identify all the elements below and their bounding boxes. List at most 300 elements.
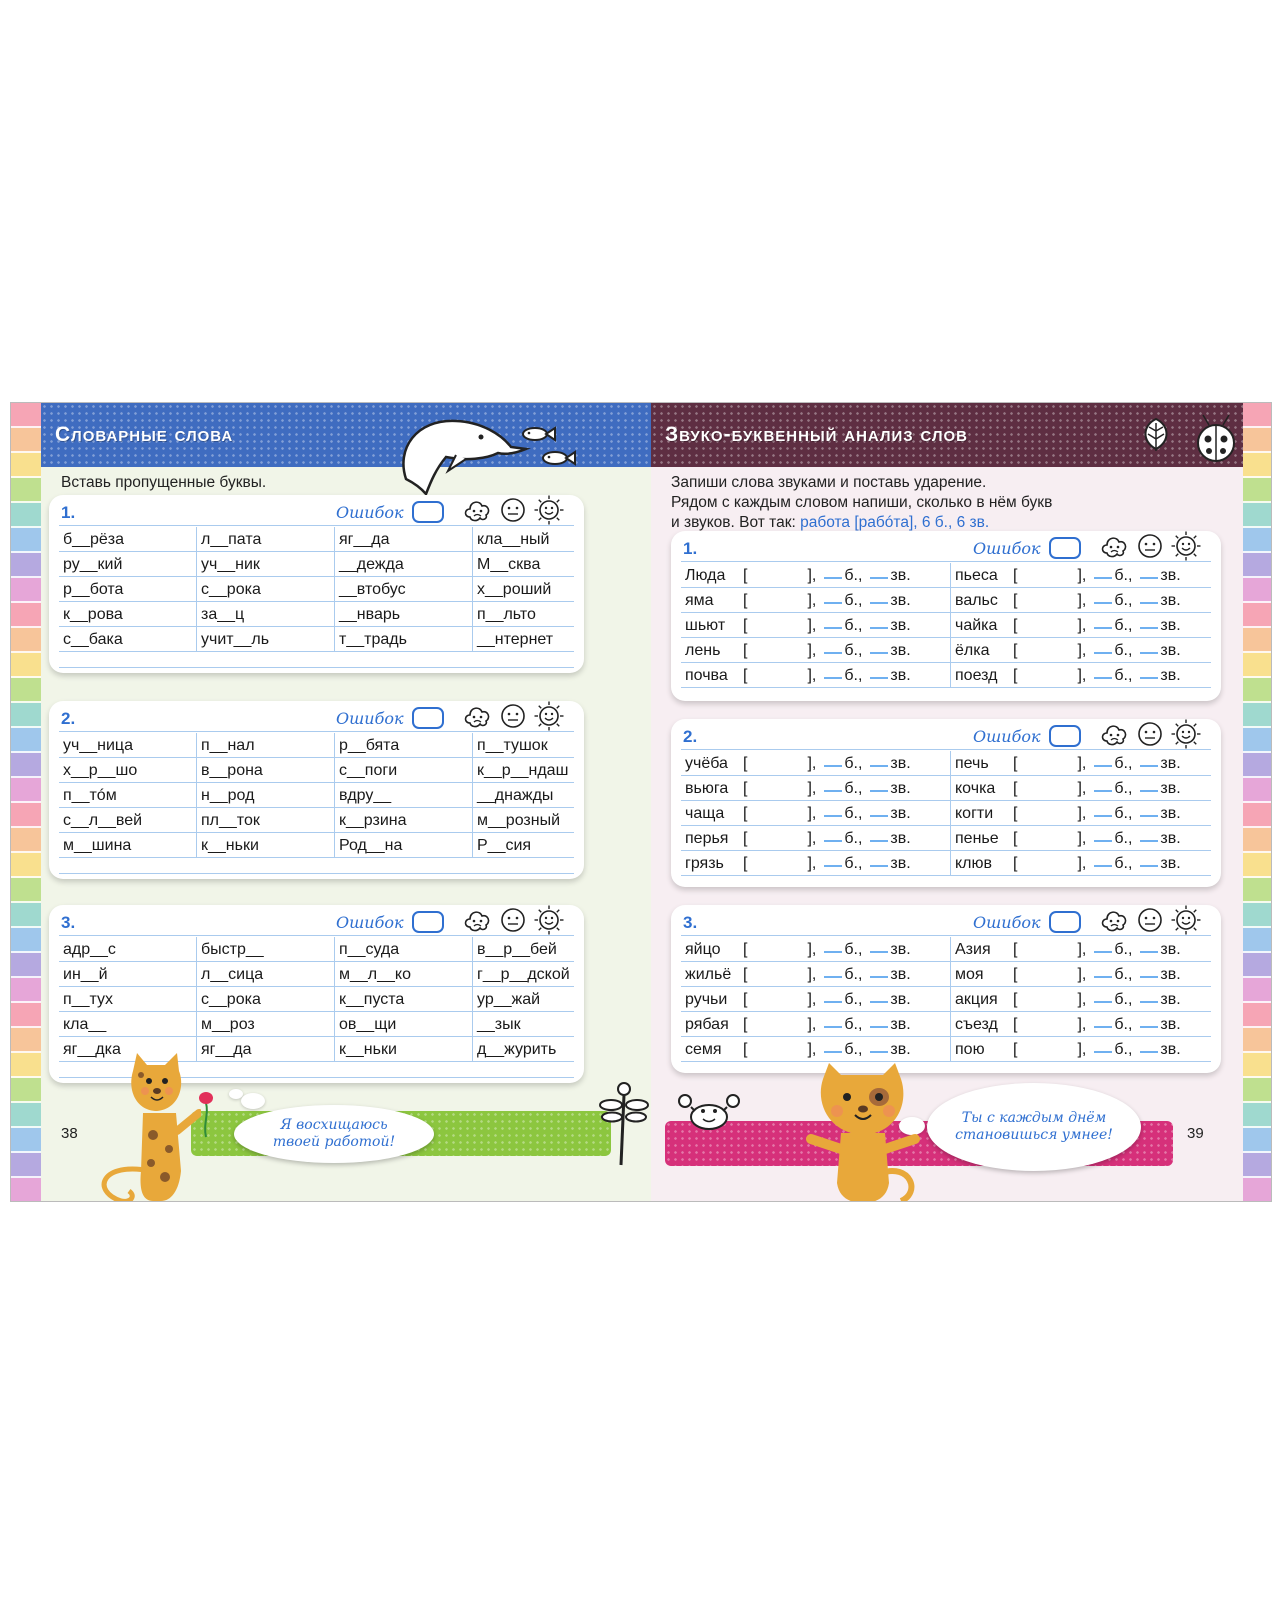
transcription-field[interactable]	[747, 801, 807, 825]
bracket-open: [	[1013, 805, 1018, 822]
transcription-field[interactable]	[747, 1037, 807, 1061]
analysis-row	[681, 801, 951, 826]
sounds-count-blank[interactable]	[870, 613, 888, 629]
word-with-blank[interactable]: л__пата	[197, 527, 335, 552]
word-with-blank[interactable]: кла__	[59, 1012, 197, 1037]
transcription-field[interactable]	[1017, 801, 1077, 825]
exercise-number: 2.	[683, 727, 698, 746]
letters-count-blank[interactable]	[824, 563, 842, 579]
word-with-blank[interactable]: н__род	[197, 783, 335, 808]
sounds-count-blank[interactable]	[1140, 962, 1158, 978]
stripe	[1241, 1078, 1271, 1103]
letters-count-blank[interactable]	[1094, 663, 1112, 679]
sounds-abbrev: зв.	[1160, 780, 1181, 797]
word-with-blank[interactable]: ов__щи	[335, 1012, 473, 1037]
analysis-word: моя	[955, 966, 984, 983]
stripe	[1241, 778, 1271, 803]
letters-count-blank[interactable]	[1094, 801, 1112, 817]
transcription-field[interactable]	[747, 563, 807, 587]
stripe	[1241, 828, 1271, 853]
sad-cloud-icon	[1099, 719, 1129, 749]
sad-cloud-icon	[462, 905, 492, 935]
stripe	[1241, 1178, 1271, 1202]
sounds-count-blank[interactable]	[870, 638, 888, 654]
word-with-blank[interactable]: в__рона	[197, 758, 335, 783]
stripe	[11, 603, 41, 628]
letters-count-blank[interactable]	[824, 751, 842, 767]
word-with-blank[interactable]: в__р__бей	[473, 937, 574, 962]
letters-abbrev: б.,	[844, 567, 863, 584]
word-with-blank[interactable]: д__журить	[473, 1037, 574, 1062]
stripe	[11, 653, 41, 678]
sounds-count-blank[interactable]	[870, 826, 888, 842]
sounds-abbrev: зв.	[1160, 830, 1181, 847]
letters-abbrev: б.,	[1114, 1016, 1133, 1033]
word-with-blank[interactable]: п__тóм	[59, 783, 197, 808]
mistakes-count-box[interactable]	[1049, 537, 1081, 559]
letters-abbrev: б.,	[844, 780, 863, 797]
transcription-field[interactable]	[1017, 851, 1077, 875]
transcription-field[interactable]	[1017, 1037, 1077, 1061]
letters-count-blank[interactable]	[824, 851, 842, 867]
sounds-count-blank[interactable]	[870, 588, 888, 604]
stripe	[11, 403, 41, 428]
stripe	[1241, 853, 1271, 878]
letters-count-blank[interactable]	[1094, 962, 1112, 978]
stripe	[1241, 1003, 1271, 1028]
stripe	[11, 953, 41, 978]
mistakes-count-box[interactable]	[412, 911, 444, 933]
analysis-row	[951, 801, 1211, 826]
letters-count-blank[interactable]	[824, 826, 842, 842]
letters-abbrev: б.,	[1114, 667, 1133, 684]
word-with-blank[interactable]: п__нал	[197, 733, 335, 758]
transcription-field[interactable]	[1017, 588, 1077, 612]
letters-count-blank[interactable]	[1094, 987, 1112, 1003]
transcription-field[interactable]	[747, 613, 807, 637]
word-with-blank[interactable]: Род__на	[335, 833, 473, 858]
word-with-blank[interactable]: __втобус	[335, 577, 473, 602]
sounds-abbrev: зв.	[890, 642, 911, 659]
self-assessment-faces	[462, 495, 564, 525]
word-with-blank[interactable]: ин__й	[59, 962, 197, 987]
ruled-line	[59, 873, 574, 874]
bracket-close: ],	[807, 991, 817, 1008]
letters-count-blank[interactable]	[824, 962, 842, 978]
transcription-field[interactable]	[747, 638, 807, 662]
sounds-count-blank[interactable]	[870, 801, 888, 817]
bracket-open: [	[743, 991, 748, 1008]
analysis-row	[951, 663, 1211, 688]
word-with-blank[interactable]: __зык	[473, 1012, 574, 1037]
word-with-blank[interactable]: к__р__ндаш	[473, 758, 574, 783]
word-with-blank[interactable]: ру__кий	[59, 552, 197, 577]
analysis-row	[951, 962, 1211, 987]
letters-count-blank[interactable]	[1094, 563, 1112, 579]
mistakes-label: Ошибок	[973, 539, 1041, 558]
stripe	[11, 1028, 41, 1053]
transcription-field[interactable]	[1017, 962, 1077, 986]
sounds-abbrev: зв.	[1160, 592, 1181, 609]
transcription-field[interactable]	[747, 826, 807, 850]
stripe	[1241, 678, 1271, 703]
word-with-blank[interactable]: м__шина	[59, 833, 197, 858]
word-with-blank[interactable]: уч__ница	[59, 733, 197, 758]
letters-count-blank[interactable]	[1094, 1012, 1112, 1028]
letters-abbrev: б.,	[844, 667, 863, 684]
bracket-close: ],	[1077, 642, 1087, 659]
word-with-blank[interactable]: пл__ток	[197, 808, 335, 833]
transcription-field[interactable]	[1017, 751, 1077, 775]
analysis-row	[951, 851, 1211, 876]
mistakes-label: Ошибок	[973, 727, 1041, 746]
letters-abbrev: б.,	[1114, 592, 1133, 609]
transcription-field[interactable]	[1017, 613, 1077, 637]
sounds-count-blank[interactable]	[870, 937, 888, 953]
sounds-count-blank[interactable]	[1140, 937, 1158, 953]
stripe	[11, 503, 41, 528]
transcription-field[interactable]	[747, 1012, 807, 1036]
stripe	[11, 1153, 41, 1178]
bracket-open: [	[1013, 941, 1018, 958]
word-with-blank[interactable]: Р__сия	[473, 833, 574, 858]
analysis-row	[951, 751, 1211, 776]
stripe	[11, 903, 41, 928]
stripe	[11, 678, 41, 703]
sounds-abbrev: зв.	[1160, 617, 1181, 634]
self-assessment-faces	[1099, 905, 1201, 935]
analysis-word: пою	[955, 1041, 985, 1058]
bracket-close: ],	[1077, 667, 1087, 684]
sounds-abbrev: зв.	[1160, 991, 1181, 1008]
letters-abbrev: б.,	[844, 941, 863, 958]
analysis-word: рябая	[685, 1016, 729, 1033]
sounds-count-blank[interactable]	[870, 776, 888, 792]
word-with-blank[interactable]: __нварь	[335, 602, 473, 627]
sounds-count-blank[interactable]	[1140, 801, 1158, 817]
bracket-close: ],	[1077, 1016, 1087, 1033]
sounds-count-blank[interactable]	[1140, 826, 1158, 842]
exercise-card	[49, 495, 584, 673]
bracket-close: ],	[1077, 966, 1087, 983]
letters-count-blank[interactable]	[824, 801, 842, 817]
word-with-blank[interactable]: яг__дка	[59, 1037, 197, 1062]
stripe	[1241, 753, 1271, 778]
word-with-blank[interactable]: б__рёза	[59, 527, 197, 552]
sounds-abbrev: зв.	[890, 855, 911, 872]
sounds-count-blank[interactable]	[1140, 851, 1158, 867]
word-with-blank[interactable]: п__тушок	[473, 733, 574, 758]
bracket-open: [	[743, 1016, 748, 1033]
analysis-word: Азия	[955, 941, 991, 958]
analysis-word: грязь	[685, 855, 724, 872]
word-with-blank[interactable]: яг__да	[197, 1037, 335, 1062]
transcription-field[interactable]	[1017, 937, 1077, 961]
letters-count-blank[interactable]	[1094, 937, 1112, 953]
word-with-blank[interactable]: к__рзина	[335, 808, 473, 833]
analysis-word: съезд	[955, 1016, 998, 1033]
analysis-word: клюв	[955, 855, 993, 872]
bracket-open: [	[1013, 1041, 1018, 1058]
analysis-row	[681, 987, 951, 1012]
stripe	[11, 703, 41, 728]
word-with-blank[interactable]: х__р__шо	[59, 758, 197, 783]
exercise-card	[671, 719, 1221, 887]
stripe	[11, 453, 41, 478]
word-grid	[59, 733, 574, 858]
sounds-count-blank[interactable]	[870, 987, 888, 1003]
word-with-blank[interactable]: г__р__дской	[473, 962, 574, 987]
sounds-count-blank[interactable]	[870, 851, 888, 867]
transcription-field[interactable]	[747, 751, 807, 775]
word-with-blank[interactable]: ур__жай	[473, 987, 574, 1012]
word-with-blank[interactable]: м__л__ко	[335, 962, 473, 987]
bracket-open: [	[1013, 592, 1018, 609]
word-with-blank[interactable]: вдру__	[335, 783, 473, 808]
analysis-word: пьеса	[955, 567, 998, 584]
thought-puff	[241, 1093, 265, 1109]
sounds-count-blank[interactable]	[870, 962, 888, 978]
word-with-blank[interactable]: м__роз	[197, 1012, 335, 1037]
letters-count-blank[interactable]	[824, 1037, 842, 1053]
sounds-count-blank[interactable]	[1140, 588, 1158, 604]
letters-count-blank[interactable]	[1094, 638, 1112, 654]
sounds-count-blank[interactable]	[870, 1037, 888, 1053]
transcription-field[interactable]	[747, 851, 807, 875]
analysis-word: пенье	[955, 830, 999, 847]
word-with-blank[interactable]: с__рока	[197, 577, 335, 602]
word-with-blank[interactable]: за__ц	[197, 602, 335, 627]
transcription-field[interactable]	[747, 962, 807, 986]
letters-abbrev: б.,	[1114, 966, 1133, 983]
word-with-blank[interactable]: х__роший	[473, 577, 574, 602]
letters-count-blank[interactable]	[1094, 588, 1112, 604]
letters-abbrev: б.,	[844, 966, 863, 983]
happy-sun-icon	[534, 495, 564, 525]
word-with-blank[interactable]: с__л__вей	[59, 808, 197, 833]
sounds-count-blank[interactable]	[1140, 1037, 1158, 1053]
sad-cloud-icon	[1099, 531, 1129, 561]
stripe	[11, 428, 41, 453]
left-title: Словарные слова	[55, 423, 234, 446]
letters-abbrev: б.,	[844, 805, 863, 822]
bracket-close: ],	[807, 755, 817, 772]
sounds-count-blank[interactable]	[1140, 613, 1158, 629]
stripe	[1241, 803, 1271, 828]
mistakes-count-box[interactable]	[1049, 911, 1081, 933]
analysis-word: когти	[955, 805, 994, 822]
letters-count-blank[interactable]	[824, 987, 842, 1003]
sounds-abbrev: зв.	[890, 966, 911, 983]
analysis-row	[951, 638, 1211, 663]
letters-abbrev: б.,	[844, 592, 863, 609]
happy-sun-icon	[1171, 531, 1201, 561]
stripe	[11, 1178, 41, 1202]
word-with-blank[interactable]: М__сква	[473, 552, 574, 577]
word-with-blank[interactable]: с__поги	[335, 758, 473, 783]
analysis-word: шьют	[685, 617, 726, 634]
letters-abbrev: б.,	[844, 617, 863, 634]
word-with-blank[interactable]: р__бята	[335, 733, 473, 758]
transcription-field[interactable]	[1017, 987, 1077, 1011]
word-with-blank[interactable]: м__розный	[473, 808, 574, 833]
left-stripe-border	[11, 403, 41, 1202]
exercise-card	[671, 531, 1221, 701]
transcription-field[interactable]	[747, 663, 807, 687]
sounds-count-blank[interactable]	[1140, 776, 1158, 792]
bracket-open: [	[1013, 1016, 1018, 1033]
transcription-field[interactable]	[747, 776, 807, 800]
analysis-row	[951, 1012, 1211, 1037]
transcription-field[interactable]	[1017, 638, 1077, 662]
mistakes-count-box[interactable]	[412, 707, 444, 729]
bracket-close: ],	[1077, 830, 1087, 847]
transcription-field[interactable]	[1017, 663, 1077, 687]
ruled-line	[59, 731, 574, 732]
sounds-abbrev: зв.	[890, 567, 911, 584]
bracket-close: ],	[807, 642, 817, 659]
letters-count-blank[interactable]	[824, 937, 842, 953]
analysis-word: чаща	[685, 805, 725, 822]
self-assessment-faces	[1099, 531, 1201, 561]
analysis-row	[951, 987, 1211, 1012]
sounds-abbrev: зв.	[1160, 1016, 1181, 1033]
transcription-field[interactable]	[747, 987, 807, 1011]
letters-abbrev: б.,	[1114, 830, 1133, 847]
word-with-blank[interactable]: __дежда	[335, 552, 473, 577]
bracket-open: [	[743, 780, 748, 797]
word-with-blank[interactable]: учит__ль	[197, 627, 335, 652]
word-with-blank[interactable]: кла__ный	[473, 527, 574, 552]
word-with-blank[interactable]: т__традь	[335, 627, 473, 652]
stripe	[11, 853, 41, 878]
exercise-number: 1.	[683, 539, 698, 558]
word-with-blank[interactable]: р__бота	[59, 577, 197, 602]
mistakes-count-box[interactable]	[1049, 725, 1081, 747]
sounds-abbrev: зв.	[1160, 667, 1181, 684]
bracket-open: [	[743, 642, 748, 659]
sounds-count-blank[interactable]	[1140, 987, 1158, 1003]
sounds-count-blank[interactable]	[1140, 638, 1158, 654]
sad-cloud-icon	[1099, 905, 1129, 935]
sounds-abbrev: зв.	[890, 667, 911, 684]
letters-abbrev: б.,	[844, 830, 863, 847]
analysis-grid	[681, 937, 1211, 1062]
bracket-open: [	[743, 667, 748, 684]
transcription-field[interactable]	[747, 588, 807, 612]
word-with-blank[interactable]: яг__да	[335, 527, 473, 552]
analysis-row	[681, 563, 951, 588]
analysis-row	[681, 776, 951, 801]
transcription-field[interactable]	[1017, 1012, 1077, 1036]
neutral-face-icon	[498, 701, 528, 731]
letters-count-blank[interactable]	[824, 638, 842, 654]
word-with-blank[interactable]: к__ньки	[335, 1037, 473, 1062]
sounds-abbrev: зв.	[1160, 755, 1181, 772]
word-with-blank[interactable]: быстр__	[197, 937, 335, 962]
transcription-field[interactable]	[1017, 776, 1077, 800]
analysis-word: почва	[685, 667, 728, 684]
sounds-abbrev: зв.	[890, 805, 911, 822]
letters-count-blank[interactable]	[824, 588, 842, 604]
sounds-count-blank[interactable]	[1140, 751, 1158, 767]
letters-count-blank[interactable]	[824, 613, 842, 629]
sounds-count-blank[interactable]	[870, 751, 888, 767]
letters-count-blank[interactable]	[1094, 1037, 1112, 1053]
bracket-open: [	[743, 830, 748, 847]
sounds-count-blank[interactable]	[1140, 563, 1158, 579]
sounds-abbrev: зв.	[890, 1016, 911, 1033]
transcription-field[interactable]	[1017, 826, 1077, 850]
sounds-count-blank[interactable]	[870, 1012, 888, 1028]
letters-count-blank[interactable]	[1094, 826, 1112, 842]
bracket-open: [	[1013, 830, 1018, 847]
word-with-blank[interactable]: к__ньки	[197, 833, 335, 858]
neutral-face-icon	[1135, 531, 1165, 561]
stripe	[11, 1053, 41, 1078]
word-with-blank[interactable]: п__суда	[335, 937, 473, 962]
word-with-blank[interactable]: к__рова	[59, 602, 197, 627]
letters-count-blank[interactable]	[1094, 776, 1112, 792]
letters-abbrev: б.,	[1114, 642, 1133, 659]
bracket-open: [	[1013, 855, 1018, 872]
word-with-blank[interactable]: к__пуста	[335, 987, 473, 1012]
sounds-count-blank[interactable]	[870, 563, 888, 579]
instruction-line	[671, 513, 1052, 533]
analysis-grid	[681, 751, 1211, 876]
stripe	[11, 978, 41, 1003]
happy-sun-icon	[1171, 719, 1201, 749]
bracket-close: ],	[807, 855, 817, 872]
letters-abbrev: б.,	[1114, 991, 1133, 1008]
word-with-blank[interactable]: с__бака	[59, 627, 197, 652]
word-with-blank[interactable]: уч__ник	[197, 552, 335, 577]
sounds-count-blank[interactable]	[1140, 663, 1158, 679]
bracket-open: [	[743, 592, 748, 609]
letters-count-blank[interactable]	[824, 663, 842, 679]
transcription-field[interactable]	[1017, 563, 1077, 587]
letters-abbrev: б.,	[1114, 855, 1133, 872]
sounds-abbrev: зв.	[1160, 855, 1181, 872]
letters-count-blank[interactable]	[824, 776, 842, 792]
word-with-blank[interactable]: __нтернет	[473, 627, 574, 652]
transcription-field[interactable]	[747, 937, 807, 961]
word-with-blank[interactable]: адр__с	[59, 937, 197, 962]
analysis-row	[951, 937, 1211, 962]
analysis-word: перья	[685, 830, 729, 847]
mistakes-count-box[interactable]	[412, 501, 444, 523]
sounds-count-blank[interactable]	[870, 663, 888, 679]
stripe	[11, 478, 41, 503]
sounds-count-blank[interactable]	[1140, 1012, 1158, 1028]
letters-count-blank[interactable]	[1094, 751, 1112, 767]
letters-count-blank[interactable]	[1094, 613, 1112, 629]
analysis-word: семя	[685, 1041, 722, 1058]
right-title: Звуко-буквенный анализ слов	[665, 423, 968, 446]
word-with-blank[interactable]: п__льто	[473, 602, 574, 627]
word-with-blank[interactable]: п__тух	[59, 987, 197, 1012]
word-with-blank[interactable]: л__сица	[197, 962, 335, 987]
stripe	[1241, 1028, 1271, 1053]
cat-icon	[801, 1063, 921, 1202]
stripe	[1241, 978, 1271, 1003]
word-with-blank[interactable]: __днажды	[473, 783, 574, 808]
letters-count-blank[interactable]	[824, 1012, 842, 1028]
word-with-blank[interactable]: с__рока	[197, 987, 335, 1012]
letters-count-blank[interactable]	[1094, 851, 1112, 867]
bracket-close: ],	[807, 830, 817, 847]
bracket-open: [	[743, 805, 748, 822]
